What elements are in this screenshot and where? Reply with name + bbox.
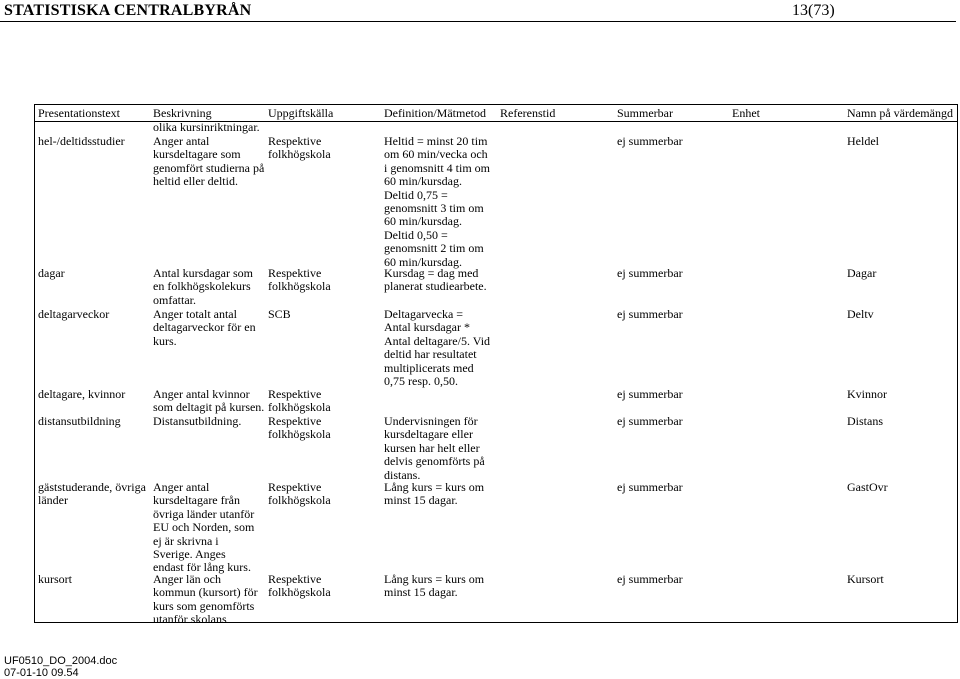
column-header-beskrivning: Beskrivning [153,106,212,120]
column-header-presentationstext: Presentationstext [38,106,120,120]
column-header-uppgiftskalla: Uppgiftskälla [268,106,334,120]
row-gastovr-namn: GastOvr [847,480,888,494]
footer-filename: UF0510_DO_2004.doc [4,655,118,667]
row-dagar-namn: Dagar [847,266,877,280]
row-heldel-definition: Heltid = minst 20 tim om 60 min/vecka och i genomsnitt 4 tim om 60 min/kursdag. Deltid 0,75 = genomsnitt 3 tim om 60 min/kursdag. Deltid 0,50 = genomsnitt 2 tim om 60 min/kursdag. [384,134,491,269]
row-deltv-beskrivning: Anger totalt antal deltagarveckor för en kurs. [153,307,256,348]
row-distans-beskrivning: Distansutbildning. [153,414,242,428]
column-header-summerbar: Summerbar [617,106,673,120]
row-heldel-summerbar: ej summerbar [617,134,683,148]
row-kvinnor-beskrivning: Anger antal kvinnor som deltagit på kursen. [153,387,265,415]
row-distans-definition: Undervisningen för kursdeltagare eller kursen har helt eller delvis genomförts på distans. [384,414,485,482]
row-deltv-uppgiftskalla: SCB [268,307,291,321]
column-header-referenstid: Referenstid [500,106,556,120]
row-kursort-definition: Lång kurs = kurs om minst 15 dagar. [384,572,485,600]
row-kursort-summerbar: ej summerbar [617,572,683,586]
row-gastovr-uppgiftskalla: Respektive folkhögskola [268,480,331,508]
row-deltv-namn: Deltv [847,307,874,321]
row-distans-uppgiftskalla: Respektive folkhögskola [268,414,331,442]
row-kursort-uppgiftskalla: Respektive folkhögskola [268,572,331,600]
row-heldel-beskrivning: Anger antal kursdeltagare som genomfört studierna på heltid eller deltid. [153,134,265,189]
row-kursort-beskrivning: Anger län och kommun (kursort) för kurs som genomförts utanför skolans [153,572,258,627]
row-dagar-presentationstext: dagar [38,266,65,280]
row-kursort-namn: Kursort [847,572,884,586]
row-dagar-summerbar: ej summerbar [617,266,683,280]
column-header-definition: Definition/Mätmetod [384,106,486,120]
row-distans-presentationstext: distansutbildning [38,414,121,428]
row-gastovr-definition: Lång kurs = kurs om minst 15 dagar. [384,480,485,508]
page-number: 13(73) [792,2,835,19]
row-gastovr-presentationstext: gäststuderande, övriga länder [38,480,146,508]
row-dagar-uppgiftskalla: Respektive folkhögskola [268,266,331,294]
column-header-namn: Namn på värdemängd [847,106,953,120]
row-kvinnor-summerbar: ej summerbar [617,387,683,401]
row-heldel-uppgiftskalla: Respektive folkhögskola [268,134,331,162]
footer-date: 07-01-10 09.54 [4,667,79,679]
row-gastovr-summerbar: ej summerbar [617,480,683,494]
row-kvinnor-presentationstext: deltagare, kvinnor [38,387,126,401]
row-deltv-summerbar: ej summerbar [617,307,683,321]
row-deltv-definition: Deltagarvecka = Antal kursdagar * Antal deltagare/5. Vid deltid har resultatet multiplicerats med 0,75 resp. 0,50. [384,307,491,389]
row-kvinnor-uppgiftskalla: Respektive folkhögskola [268,387,331,415]
row-dagar-definition: Kursdag = dag med planerat studiearbete. [384,266,487,294]
organization-title: STATISTISKA CENTRALBYRÅN [4,2,252,19]
row-deltv-presentationstext: deltagarveckor [38,307,110,321]
row-heldel-namn: Heldel [847,134,879,148]
row-kursort-presentationstext: kursort [38,572,72,586]
header-divider [0,21,956,22]
row-distans-namn: Distans [847,414,883,428]
continued-description: olika kursinriktningar. [153,120,260,134]
row-gastovr-beskrivning: Anger antal kursdeltagare från övriga länder utanför EU och Norden, som ej är skrivna i Sverige. Anges endast för lång kurs. [153,480,255,575]
row-kvinnor-namn: Kvinnor [847,387,887,401]
column-header-enhet: Enhet [732,106,760,120]
row-distans-summerbar: ej summerbar [617,414,683,428]
row-heldel-presentationstext: hel-/deltidsstudier [38,134,125,148]
row-dagar-beskrivning: Antal kursdagar som en folkhögskolekurs omfattar. [153,266,253,307]
variable-table [34,104,958,627]
